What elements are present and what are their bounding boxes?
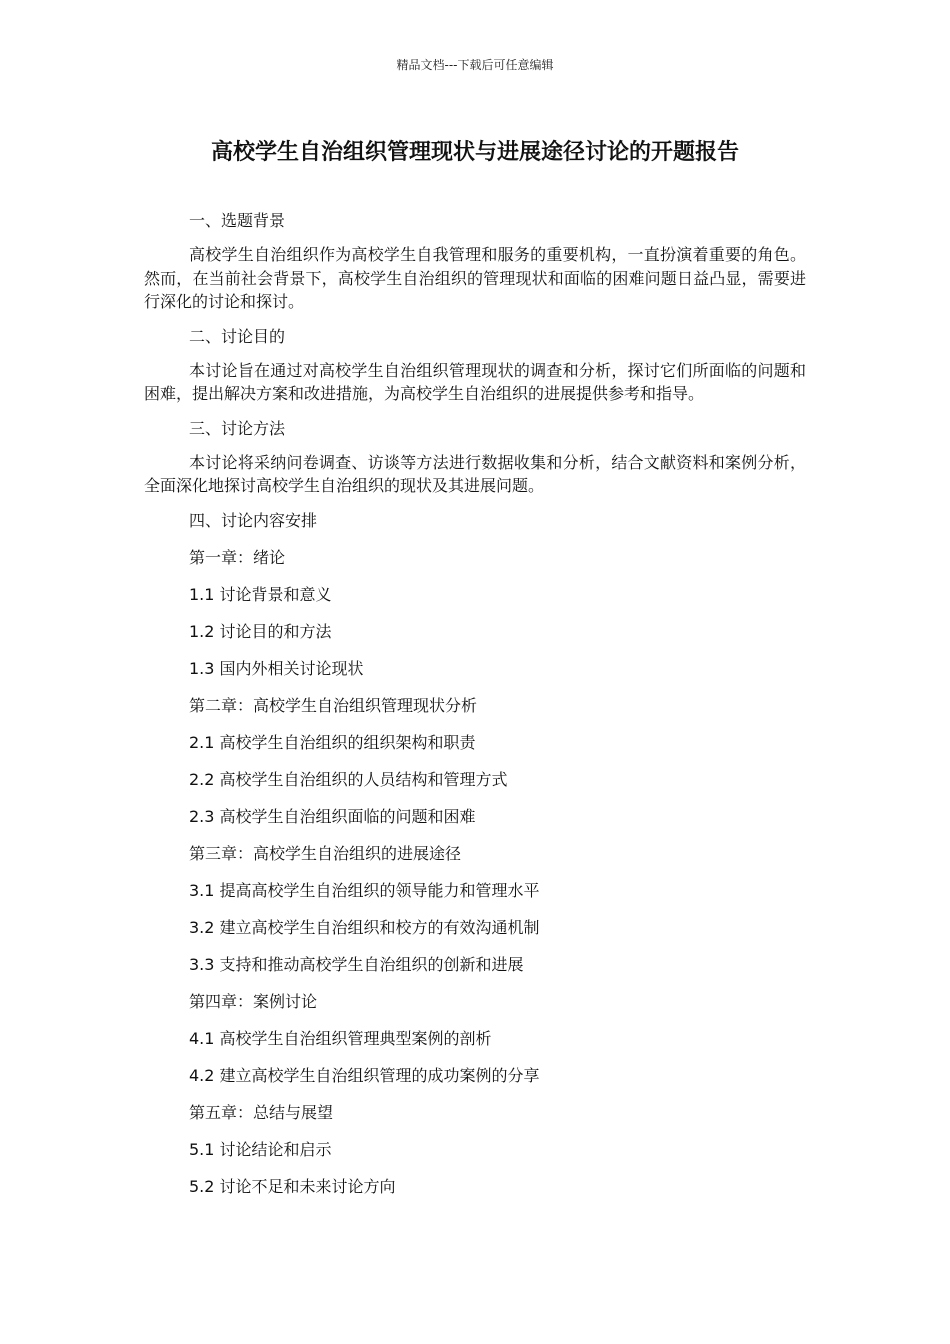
outline-item: 第五章：总结与展望 — [189, 1102, 334, 1122]
document-body — [144, 206, 806, 1209]
section-body-background: 高校学生自治组织作为高校学生自我管理和服务的重要机构，一直扮演着重要的角色。然而，在当前社会背景下，高校学生自治组织的管理现状和面临的困难问题日益凸显，需要进行深化的讨论和探讨。 — [144, 245, 806, 311]
outline-item: 第三章：高校学生自治组织的进展途径 — [189, 843, 462, 863]
header-note: 精品文档---下载后可任意编辑 — [396, 58, 554, 72]
outline-item: 4.2 建立高校学生自治组织管理的成功案例的分享 — [189, 1065, 540, 1085]
section-heading-content-plan: 四、讨论内容安排 — [189, 510, 318, 530]
section-body-purpose: 本讨论旨在通过对高校学生自治组织管理现状的调查和分析，探讨它们所面临的问题和困难，提出解决方案和改进措施，为高校学生自治组织的进展提供参考和指导。 — [144, 360, 806, 403]
outline-item: 3.1 提高高校学生自治组织的领导能力和管理水平 — [189, 880, 540, 900]
outline-item: 1.1 讨论背景和意义 — [189, 584, 332, 604]
outline-item: 1.3 国内外相关讨论现状 — [189, 658, 364, 678]
outline-item: 第一章：绪论 — [189, 547, 286, 567]
outline-item: 2.2 高校学生自治组织的人员结构和管理方式 — [189, 769, 508, 789]
outline-item: 5.1 讨论结论和启示 — [189, 1139, 332, 1159]
section-heading-purpose: 二、讨论目的 — [189, 326, 286, 346]
outline-item: 3.3 支持和推动高校学生自治组织的创新和进展 — [189, 954, 524, 974]
outline-item: 5.2 讨论不足和未来讨论方向 — [189, 1176, 396, 1196]
section-body-method: 本讨论将采纳问卷调查、访谈等方法进行数据收集和分析，结合文献资料和案例分析，全面深化地探讨高校学生自治组织的现状及其进展问题。 — [144, 452, 806, 495]
outline-item: 3.2 建立高校学生自治组织和校方的有效沟通机制 — [189, 917, 540, 937]
outline-item: 第二章：高校学生自治组织管理现状分析 — [189, 695, 478, 715]
section-heading-method: 三、讨论方法 — [189, 418, 286, 438]
outline-item: 1.2 讨论目的和方法 — [189, 621, 332, 641]
section-heading-background: 一、选题背景 — [189, 211, 286, 230]
document-title: 高校学生自治组织管理现状与进展途径讨论的开题报告 — [210, 140, 739, 165]
outline-item: 第四章：案例讨论 — [189, 991, 318, 1011]
outline-item: 4.1 高校学生自治组织管理典型案例的剖析 — [189, 1028, 492, 1048]
outline-item: 2.1 高校学生自治组织的组织架构和职责 — [189, 732, 476, 752]
outline-item: 2.3 高校学生自治组织面临的问题和困难 — [189, 806, 476, 826]
